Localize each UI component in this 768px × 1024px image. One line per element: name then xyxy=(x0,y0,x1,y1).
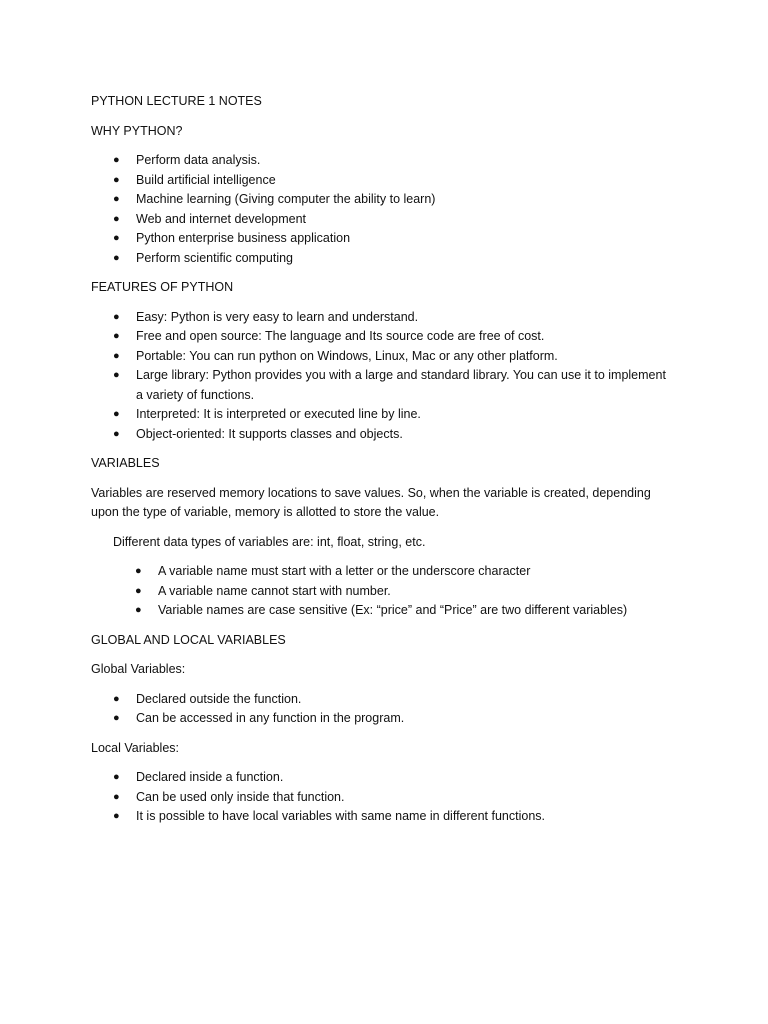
bullet-icon: ● xyxy=(113,712,120,724)
bullet-icon: ● xyxy=(135,584,142,597)
bullet-icon: ● xyxy=(113,349,120,362)
bullet-icon: ● xyxy=(113,810,120,822)
bullet-icon: ● xyxy=(113,692,120,705)
bullet-icon: ● xyxy=(113,232,120,244)
bullet-icon: ● xyxy=(135,565,142,577)
list-item: ● Declared inside a function. xyxy=(91,768,691,788)
list-item: ● Perform scientific computing xyxy=(91,249,691,269)
global-variables-list xyxy=(91,690,691,729)
variables-paragraph: Variables are reserved memory locations to save values. So, when the variable is created, depending upon the type of variable, memory is allotted to store the value. xyxy=(91,485,651,519)
list-item: ● Easy: Python is very easy to learn and understand. xyxy=(91,308,691,328)
bullet-icon: ● xyxy=(113,154,120,166)
list-item: ● Build artificial intelligence xyxy=(91,171,691,191)
bullet-icon: ● xyxy=(113,771,120,783)
list-item: ● Variable names are case sensitive (Ex: “price” and “Price” are two different variables) xyxy=(91,601,691,621)
features-list xyxy=(91,308,691,445)
data-types-line: Different data types of variables are: int, float, string, etc. xyxy=(113,534,426,549)
bullet-icon: ● xyxy=(113,790,120,803)
bullet-icon: ● xyxy=(113,310,120,323)
list-item: ● Can be accessed in any function in the program. xyxy=(91,709,691,729)
bullet-icon: ● xyxy=(113,173,120,186)
list-item: ● Machine learning (Giving computer the ability to learn) xyxy=(91,190,691,210)
list-item-continuation: a variety of functions. xyxy=(136,387,255,402)
bullet-icon: ● xyxy=(113,193,120,205)
heading-variables: VARIABLES xyxy=(91,456,160,470)
list-item: ● Interpreted: It is interpreted or executed line by line. xyxy=(91,405,691,425)
bullet-icon: ● xyxy=(113,212,120,225)
local-variables-label: Local Variables: xyxy=(91,740,180,755)
bullet-icon: ● xyxy=(113,369,120,381)
bullet-icon: ● xyxy=(113,330,120,342)
list-item: ● Web and internet development xyxy=(91,210,691,230)
list-item: ● A variable name must start with a letter or the underscore character xyxy=(91,562,691,582)
list-item: ● Can be used only inside that function. xyxy=(91,788,691,808)
bullet-icon: ● xyxy=(135,604,142,616)
bullet-icon: ● xyxy=(113,251,120,264)
list-item: ● Free and open source: The language and Its source code are free of cost. xyxy=(91,327,691,347)
list-item: ● Perform data analysis. xyxy=(91,151,691,171)
list-item: ● Declared outside the function. xyxy=(91,690,691,710)
list-item: ● Large library: Python provides you with a large and standard library. You can use it to implement a variety of functions. xyxy=(91,366,691,405)
document-title: PYTHON LECTURE 1 NOTES xyxy=(91,94,262,108)
bullet-icon: ● xyxy=(113,408,120,420)
heading-features: FEATURES OF PYTHON xyxy=(91,280,234,294)
document-body xyxy=(91,92,691,837)
heading-global-local: GLOBAL AND LOCAL VARIABLES xyxy=(91,632,286,647)
bullet-icon: ● xyxy=(113,427,120,440)
list-item: ● Portable: You can run python on Windows, Linux, Mac or any other platform. xyxy=(91,347,691,367)
list-item: ● Python enterprise business application xyxy=(91,229,691,249)
list-item: ● A variable name cannot start with number. xyxy=(91,582,691,602)
list-item: ● It is possible to have local variables with same name in different functions. xyxy=(91,807,691,827)
heading-why-python: WHY PYTHON? xyxy=(91,123,183,138)
local-variables-list xyxy=(91,768,691,827)
why-python-list xyxy=(91,151,691,268)
variable-rules-list xyxy=(91,562,691,621)
global-variables-label: Global Variables: xyxy=(91,662,186,676)
list-item: ● Object-oriented: It supports classes and objects. xyxy=(91,425,691,445)
